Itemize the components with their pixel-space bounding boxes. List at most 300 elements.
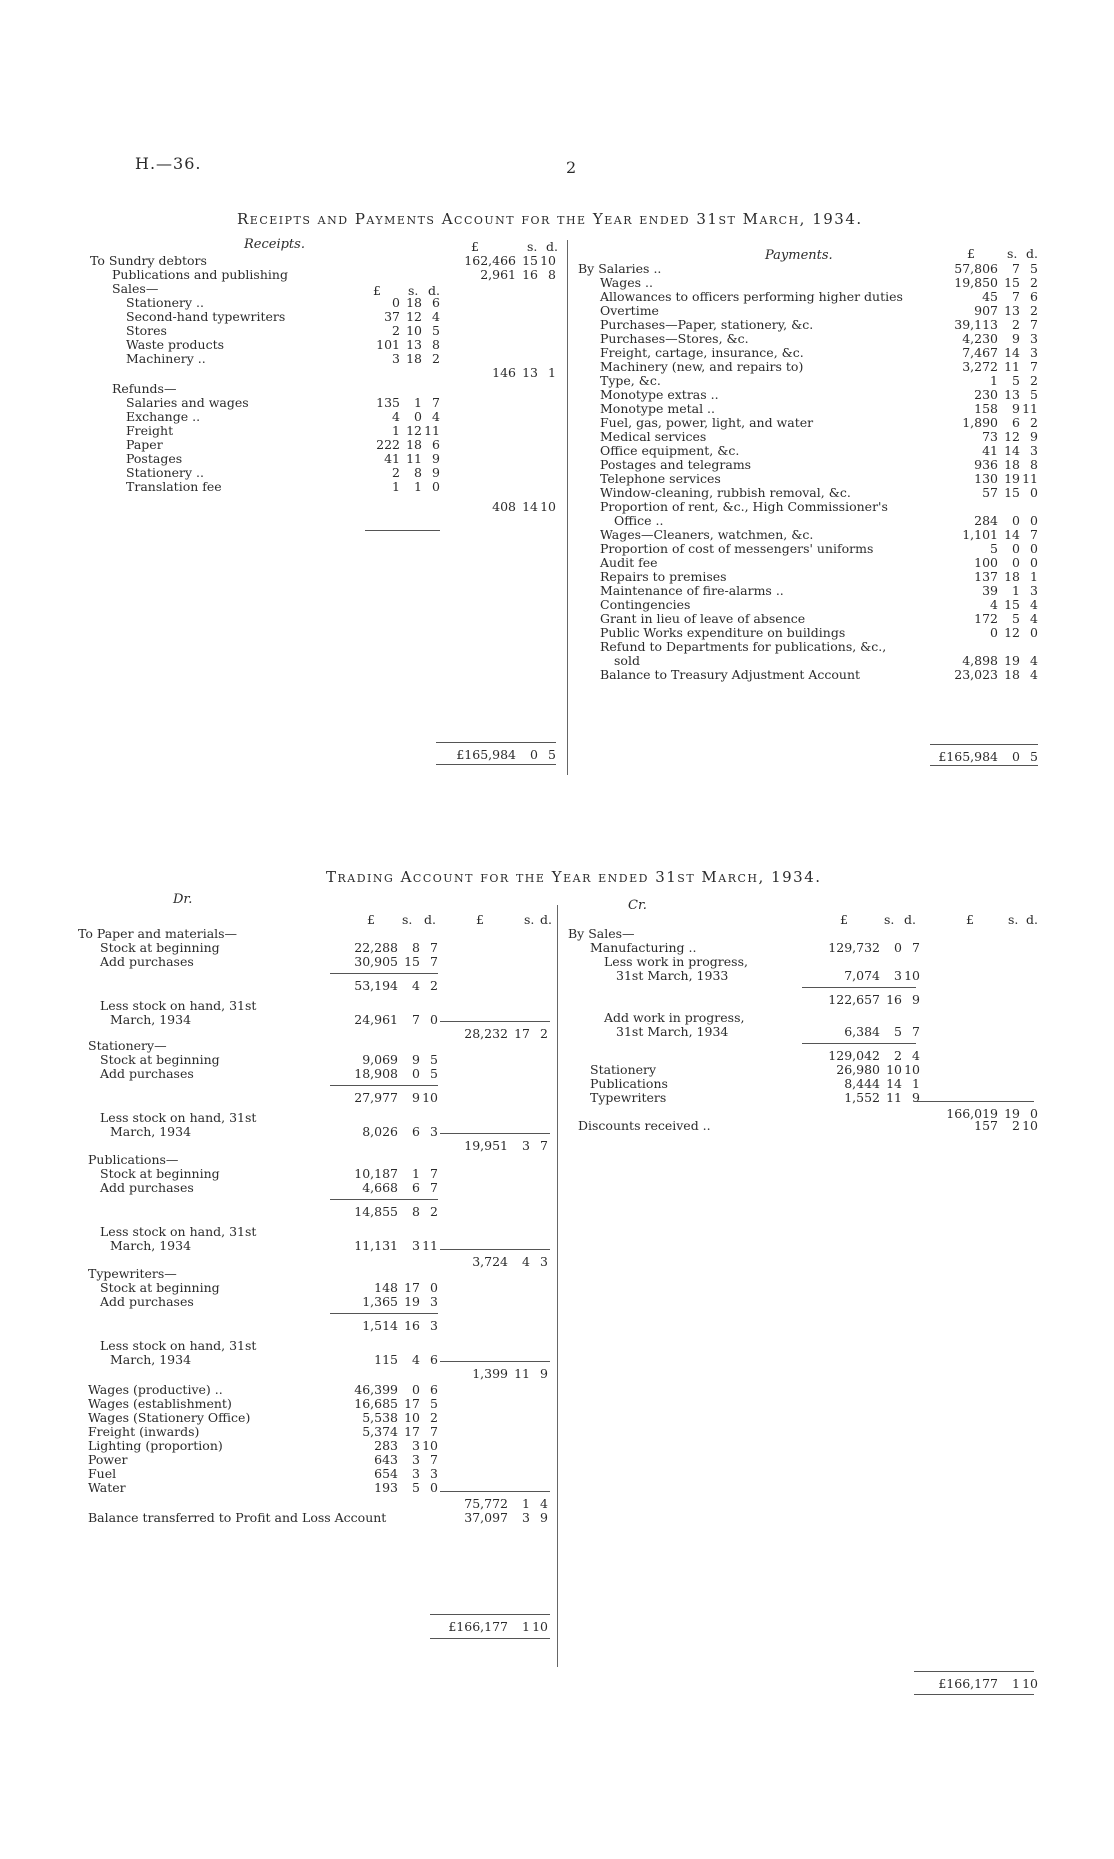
payment-amount-pounds: 57,806 [954,261,998,276]
payment-label: Purchases—Stores, &c. [600,331,749,346]
payment-label: Medical services [600,429,707,444]
ta-debit-inner-amount-pence: 2 [430,1410,438,1425]
ta-debit-amount [448,1497,548,1511]
ta-debit-label: Less stock on hand, 31st [100,1110,257,1125]
payment-label: Grant in lieu of leave of absence [600,611,806,626]
ta-debit-amount-shillings: 11 [514,1366,530,1381]
payment-amount [938,556,1038,570]
receipt-inner-amount [340,410,440,424]
ta-debit-label: March, 1934 [110,1238,192,1253]
ta-debit-inner-amount-pounds: 654 [374,1466,398,1481]
payment-label: Proportion of rent, &c., High Commissioner's [600,499,888,514]
receipt-label: Stationery .. [126,295,204,310]
ta-debit-amount-pounds: 28,232 [464,1026,508,1041]
ta-credit-label: Typewriters [590,1090,667,1105]
ta-credit-inner-amount [820,993,920,1007]
payment-amount-pounds: 41 [982,443,998,458]
ta-credit-inner-amount-pence: 7 [912,940,920,955]
ta-debit-inner-amount-shillings: 6 [412,1124,420,1139]
receipt-amount-shillings: 13 [522,365,538,380]
ta-debit-subtotal-rule [440,1021,550,1022]
ta-debit-label: Stock at beginning [100,1166,220,1181]
ta-dr-outer-pound-heading: £ [476,912,484,927]
ta-debit-inner-amount-shillings: 8 [412,940,420,955]
ta-credit-total-rule-top [914,1671,1034,1672]
payment-amount-shillings: 18 [1004,457,1020,472]
payment-amount-pence: 7 [1030,317,1038,332]
payment-amount [938,374,1038,388]
ta-debit-label: Add purchases [100,1066,194,1081]
ta-credit-amount-pence: 10 [1022,1118,1038,1133]
payment-amount-pence: 6 [1030,289,1038,304]
payment-amount-pounds: 1,101 [962,527,998,542]
ta-debit-amount-shillings: 4 [522,1254,530,1269]
ta-debit-inner-amount [338,1091,438,1105]
receipt-inner-amount [340,352,440,366]
ta-debit-inner-amount-shillings: 0 [412,1382,420,1397]
payment-amount-shillings: 15 [1004,597,1020,612]
receipt-inner-amount [340,396,440,410]
receipt-inner-amount-pence: 5 [432,323,440,338]
ta-dr-inner-pence-heading: d. [424,912,436,927]
receipts-total-pounds: £165,984 [456,747,516,762]
ta-cr-outer-pence-heading: d. [1026,912,1038,927]
ta-debit-inner-amount-shillings: 7 [412,1012,420,1027]
ta-credit-label: 31st March, 1934 [616,1024,729,1039]
ta-debit-inner-amount-pence: 7 [430,954,438,969]
ta-debit-inner-amount [338,1125,438,1139]
ta-debit-inner-amount [338,1067,438,1081]
payment-label: Type, &c. [600,373,661,388]
payment-amount-pounds: 5 [990,541,998,556]
receipt-inner-amount [340,452,440,466]
ta-debit-inner-amount [338,1205,438,1219]
rp-pay-shilling-heading: s. [1007,246,1018,261]
ta-debit-inner-amount-pounds: 18,908 [354,1066,398,1081]
ta-debit-inner-amount-shillings: 8 [412,1204,420,1219]
ta-debit-inner-amount-pence: 0 [430,1480,438,1495]
payments-total-pounds: £165,984 [938,749,998,764]
ta-debit-subtotal-rule [440,1491,550,1492]
ta-credit-inner-amount-pence: 1 [912,1076,920,1091]
receipt-inner-amount-pounds: 101 [376,337,400,352]
receipt-label: Refunds— [112,381,177,396]
ta-credit-inner-amount-shillings: 10 [886,1062,902,1077]
payment-amount-shillings: 0 [1012,513,1020,528]
receipt-label: Freight [126,423,174,438]
payment-amount-pence: 3 [1030,345,1038,360]
ta-debit-label: Add purchases [100,954,194,969]
payment-label: Balance to Treasury Adjustment Account [600,667,861,682]
payment-label: sold [614,653,640,668]
payment-label: Office equipment, &c. [600,443,740,458]
ta-debit-inner-amount-pounds: 8,026 [362,1124,398,1139]
receipt-inner-amount-pence: 7 [432,395,440,410]
payment-amount [938,612,1038,626]
payment-amount-pounds: 45 [982,289,998,304]
payment-amount-shillings: 19 [1004,653,1020,668]
ta-dr-outer-shilling-heading: s. [524,912,535,927]
ta-credit-amount-pounds: 166,019 [946,1106,998,1121]
ta-credit-inner-amount-shillings: 3 [894,968,902,983]
payment-amount [938,304,1038,318]
receipt-amount [456,366,556,380]
ta-debit-inner-amount [338,979,438,993]
ta-debit-label: Add purchases [100,1180,194,1195]
ta-debit-inner-amount-pence: 10 [422,1438,438,1453]
ta-debit-total [428,1620,548,1634]
payment-amount [938,528,1038,542]
payment-amount [938,416,1038,430]
ta-credit-inner-amount-pence: 10 [904,968,920,983]
payment-amount-shillings: 0 [1012,555,1020,570]
ta-title: Trading Account for the Year ended 31st March, 1934. [326,868,822,886]
payment-amount-pounds: 3,272 [962,359,998,374]
ta-debit-inner-amount-pounds: 14,855 [354,1204,398,1219]
ta-debit-subtotal-rule [440,1249,550,1250]
ta-debit-inner-amount-pounds: 53,194 [354,978,398,993]
ta-debit-inner-amount-pence: 0 [430,1280,438,1295]
ta-debit-inner-amount-pence: 2 [430,978,438,993]
payment-amount [938,276,1038,290]
receipt-inner-amount-pounds: 222 [376,437,400,452]
receipt-amount-pence: 1 [548,365,556,380]
ta-debit-amount [448,1511,548,1525]
payments-total-shillings: 0 [1012,749,1020,764]
payment-label: Contingencies [600,597,691,612]
receipt-inner-amount-pounds: 1 [392,479,400,494]
ta-debit-inner-amount-shillings: 0 [412,1066,420,1081]
payment-amount-shillings: 5 [1012,373,1020,388]
ta-debit-inner-amount-shillings: 4 [412,1352,420,1367]
payment-amount-pounds: 100 [974,555,998,570]
ta-debit-inner-amount-pence: 3 [430,1466,438,1481]
payment-amount-pence: 2 [1030,415,1038,430]
ta-credit-inner-amount-pounds: 8,444 [844,1076,880,1091]
payment-amount-shillings: 0 [1012,541,1020,556]
receipt-inner-amount-shillings: 8 [414,465,422,480]
receipt-inner-amount-shillings: 13 [406,337,422,352]
ta-debit-inner-amount-shillings: 4 [412,978,420,993]
ta-debit-inner-amount-shillings: 9 [412,1090,420,1105]
ta-credit-amount-shillings: 19 [1004,1106,1020,1121]
receipt-inner-amount-pence: 8 [432,337,440,352]
ta-credit-label: Less work in progress, [604,954,748,969]
ta-debit-subtotal-rule [330,1199,438,1200]
ta-debit-inner-amount [338,1167,438,1181]
payment-amount-shillings: 18 [1004,569,1020,584]
ta-cr-inner-shilling-heading: s. [884,912,895,927]
ta-credit-total [918,1677,1038,1691]
payment-amount-pence: 0 [1030,485,1038,500]
payment-amount-shillings: 15 [1004,485,1020,500]
payment-amount-pence: 0 [1030,541,1038,556]
ta-debit-inner-amount-pence: 6 [430,1382,438,1397]
ta-credit-subtotal-rule [802,1043,916,1044]
ta-debit-inner-amount [338,955,438,969]
ta-dr-outer-pence-heading: d. [540,912,552,927]
ta-debit-label: Fuel [88,1466,117,1481]
ta-debit-inner-amount-pounds: 283 [374,1438,398,1453]
ta-debit-inner-amount [338,1239,438,1253]
ta-debit-label: Freight (inwards) [88,1424,200,1439]
ta-debit-inner-amount [338,1353,438,1367]
ta-debit-label: Power [88,1452,128,1467]
ta-debit-label: March, 1934 [110,1352,192,1367]
receipt-inner-amount-pounds: 135 [376,395,400,410]
payment-label: Proportion of cost of messengers' uniforms [600,541,874,556]
payment-amount [938,388,1038,402]
ta-debit-inner-amount-pounds: 9,069 [362,1052,398,1067]
payment-amount-shillings: 9 [1012,401,1020,416]
rp-payments-total-rule-top [930,744,1038,745]
ta-credit-amount-pence: 0 [1030,1106,1038,1121]
receipts-total [436,748,556,762]
rp-outer-pound-heading: £ [471,239,479,254]
payment-amount-pounds: 1,890 [962,415,998,430]
ta-credit-inner-amount-pence: 4 [912,1048,920,1063]
ta-debit-total-rule-top [430,1614,550,1615]
receipt-inner-amount-pence: 4 [432,409,440,424]
ta-credit-inner-amount [820,1063,920,1077]
ta-credit-inner-amount-pounds: 129,732 [828,940,880,955]
ta-credit-total-shillings: 1 [1012,1676,1020,1691]
ta-debit-inner-amount-pounds: 27,977 [354,1090,398,1105]
ta-debit-inner-amount-shillings: 17 [404,1280,420,1295]
ta-debit-inner-amount-pence: 5 [430,1396,438,1411]
payment-amount [938,668,1038,682]
ta-credit-inner-amount-pounds: 26,980 [836,1062,880,1077]
ta-credit-inner-amount [820,1091,920,1105]
ta-debit-inner-amount-pounds: 22,288 [354,940,398,955]
ta-dr-inner-pound-heading: £ [367,912,375,927]
payment-amount-pounds: 4,230 [962,331,998,346]
ta-debit-inner-amount-pence: 10 [422,1090,438,1105]
payment-amount-pence: 5 [1030,261,1038,276]
rp-outer-pence-heading: d. [546,239,558,254]
ta-debit-inner-amount-shillings: 17 [404,1424,420,1439]
ta-credit-inner-amount-pounds: 122,657 [828,992,880,1007]
ta-debit-label: Add purchases [100,1294,194,1309]
payments-heading: Payments. [765,248,833,263]
ta-credit-inner-amount [820,969,920,983]
ta-debit-inner-amount-pounds: 193 [374,1480,398,1495]
payment-amount [938,598,1038,612]
receipts-total-pence: 5 [548,747,556,762]
ta-debit-inner-amount-pence: 6 [430,1352,438,1367]
ta-debit-inner-amount [338,1467,438,1481]
payment-label: Refund to Departments for publications, &c., [600,639,887,654]
payment-amount-shillings: 13 [1004,387,1020,402]
payment-amount-shillings: 12 [1004,429,1020,444]
ta-credit-inner-amount [820,941,920,955]
ta-debit-amount-pence: 7 [540,1138,548,1153]
ta-debit-subtotal-rule [440,1133,550,1134]
payment-amount-pence: 9 [1030,429,1038,444]
ta-debit-inner-amount-pence: 3 [430,1294,438,1309]
ta-debit-amount-shillings: 3 [522,1138,530,1153]
ta-debit-inner-amount-pounds: 1,514 [362,1318,398,1333]
ta-credit-subtotal-rule [914,1101,1034,1102]
ta-debit-inner-amount-shillings: 9 [412,1052,420,1067]
ta-debit-inner-amount-shillings: 3 [412,1238,420,1253]
receipt-inner-amount-pounds: 4 [392,409,400,424]
receipt-label: Waste products [126,337,225,352]
ta-debit-amount [448,1367,548,1381]
payment-label: Maintenance of fire-alarms .. [600,583,784,598]
payment-amount-shillings: 5 [1012,611,1020,626]
payment-amount-shillings: 19 [1004,471,1020,486]
ta-credit-inner-amount-shillings: 5 [894,1024,902,1039]
receipt-inner-amount [340,466,440,480]
ta-debit-label: To Paper and materials— [78,926,238,941]
ta-debit-label: Less stock on hand, 31st [100,1338,257,1353]
payment-label: Wages—Cleaners, watchmen, &c. [600,527,814,542]
ta-credit-label: Discounts received .. [578,1118,711,1133]
ta-credit-label: 31st March, 1933 [616,968,729,983]
ta-debit-inner-amount-pence: 7 [430,1452,438,1467]
rp-inner-pence-heading: d. [428,283,440,298]
receipt-inner-amount [340,480,440,494]
payment-amount-pence: 3 [1030,331,1038,346]
payment-amount-pounds: 284 [974,513,998,528]
payment-label: Telephone services [600,471,721,486]
payment-label: By Salaries .. [578,261,662,276]
payment-amount-shillings: 18 [1004,667,1020,682]
ta-debit-inner-amount-pounds: 46,399 [354,1382,398,1397]
payment-amount-pounds: 0 [990,625,998,640]
ta-debit-amount-pence: 3 [540,1254,548,1269]
ta-debit-amount [448,1255,548,1269]
rp-pay-pence-heading: d. [1026,246,1038,261]
payment-amount [938,486,1038,500]
ta-credit-inner-amount-shillings: 11 [886,1090,902,1105]
receipt-label: Stores [126,323,167,338]
payment-amount-pence: 4 [1030,597,1038,612]
ta-debit-inner-amount [338,1411,438,1425]
ta-debit-label: March, 1934 [110,1124,192,1139]
ta-credit-inner-amount-pence: 9 [912,1090,920,1105]
ta-debit-amount [448,1027,548,1041]
ta-debit-amount-shillings: 1 [522,1496,530,1511]
ta-credit-inner-amount-pence: 7 [912,1024,920,1039]
receipt-amount-pence: 8 [548,267,556,282]
ta-debit-label: Stock at beginning [100,1280,220,1295]
payment-label: Postages and telegrams [600,457,752,472]
receipt-inner-amount [340,310,440,324]
ta-credit-inner-amount-shillings: 2 [894,1048,902,1063]
payment-amount-shillings: 6 [1012,415,1020,430]
ta-debit-label: Less stock on hand, 31st [100,998,257,1013]
ta-debit-inner-amount [338,1013,438,1027]
rp-center-divider [567,240,568,775]
payment-amount-pence: 4 [1030,611,1038,626]
payment-amount-pounds: 73 [982,429,998,444]
payment-amount-shillings: 12 [1004,625,1020,640]
ta-debit-inner-amount-pounds: 148 [374,1280,398,1295]
receipt-inner-amount-shillings: 1 [414,479,422,494]
ta-debit-inner-amount-pounds: 643 [374,1452,398,1467]
payment-amount [938,514,1038,528]
receipt-inner-amount-pence: 6 [432,437,440,452]
payment-amount [938,318,1038,332]
receipt-label: Translation fee [126,479,222,494]
payment-label: Freight, cartage, insurance, &c. [600,345,804,360]
ta-debit-inner-amount-pence: 11 [422,1238,438,1253]
payment-amount-pence: 4 [1030,667,1038,682]
receipt-inner-amount-pence: 11 [424,423,440,438]
ta-credit-inner-amount-pence: 9 [912,992,920,1007]
receipt-inner-amount-pounds: 0 [392,295,400,310]
receipt-inner-amount [340,438,440,452]
ta-debit-subtotal-rule [330,1313,438,1314]
payment-amount-pounds: 137 [974,569,998,584]
receipt-inner-amount-pence: 0 [432,479,440,494]
ta-debit-inner-amount-pounds: 4,668 [362,1180,398,1195]
ta-debit-inner-amount-pounds: 5,374 [362,1424,398,1439]
payment-amount-pence: 0 [1030,555,1038,570]
ta-debit-inner-amount-pounds: 5,538 [362,1410,398,1425]
ta-debit-amount-pounds: 75,772 [464,1496,508,1511]
receipt-label: Salaries and wages [126,395,249,410]
payment-amount-pence: 7 [1030,359,1038,374]
ta-debit-inner-amount-shillings: 3 [412,1438,420,1453]
payment-amount-shillings: 14 [1004,345,1020,360]
ta-debit-label: Stock at beginning [100,1052,220,1067]
ta-debit-inner-amount-pounds: 30,905 [354,954,398,969]
ta-debit-inner-amount-pence: 5 [430,1066,438,1081]
payment-amount-pounds: 4,898 [962,653,998,668]
payment-amount-pence: 2 [1030,303,1038,318]
receipt-inner-amount [340,324,440,338]
receipt-inner-amount-shillings: 18 [406,351,422,366]
receipt-inner-amount-pounds: 2 [392,323,400,338]
receipt-inner-amount-shillings: 18 [406,295,422,310]
ta-debit-inner-amount-pence: 7 [430,1424,438,1439]
receipt-amount [456,500,556,514]
receipt-amount-pounds: 146 [492,365,516,380]
ta-debit-inner-amount-pence: 0 [430,1012,438,1027]
payment-label: Office .. [614,513,664,528]
receipt-label: Stationery .. [126,465,204,480]
receipts-heading: Receipts. [244,237,305,252]
payment-amount-pounds: 936 [974,457,998,472]
ta-debit-inner-amount-pence: 5 [430,1052,438,1067]
payment-label: Overtime [600,303,659,318]
ta-debit-amount-shillings: 3 [522,1510,530,1525]
payment-amount-pence: 0 [1030,513,1038,528]
payment-amount [938,430,1038,444]
receipt-amount-shillings: 15 [522,253,538,268]
receipt-inner-amount-shillings: 12 [406,423,422,438]
rp-title: Receipts and Payments Account for the Year ended 31st March, 1934. [237,210,863,228]
receipt-inner-amount-pence: 9 [432,465,440,480]
receipt-inner-amount-shillings: 12 [406,309,422,324]
receipt-amount-pounds: 408 [492,499,516,514]
rp-inner-pound-heading: £ [373,283,381,298]
receipt-inner-amount-shillings: 10 [406,323,422,338]
receipt-amount-pounds: 2,961 [480,267,516,282]
ta-credit-amount-pounds: 157 [974,1118,998,1133]
ta-debit-inner-amount-pence: 3 [430,1124,438,1139]
payment-amount [938,402,1038,416]
ta-credit-amount-shillings: 2 [1012,1118,1020,1133]
receipt-inner-amount [340,338,440,352]
page-reference: H.—36. [135,154,202,173]
payment-amount-pounds: 57 [982,485,998,500]
receipt-inner-amount-pence: 9 [432,451,440,466]
payment-amount [938,472,1038,486]
